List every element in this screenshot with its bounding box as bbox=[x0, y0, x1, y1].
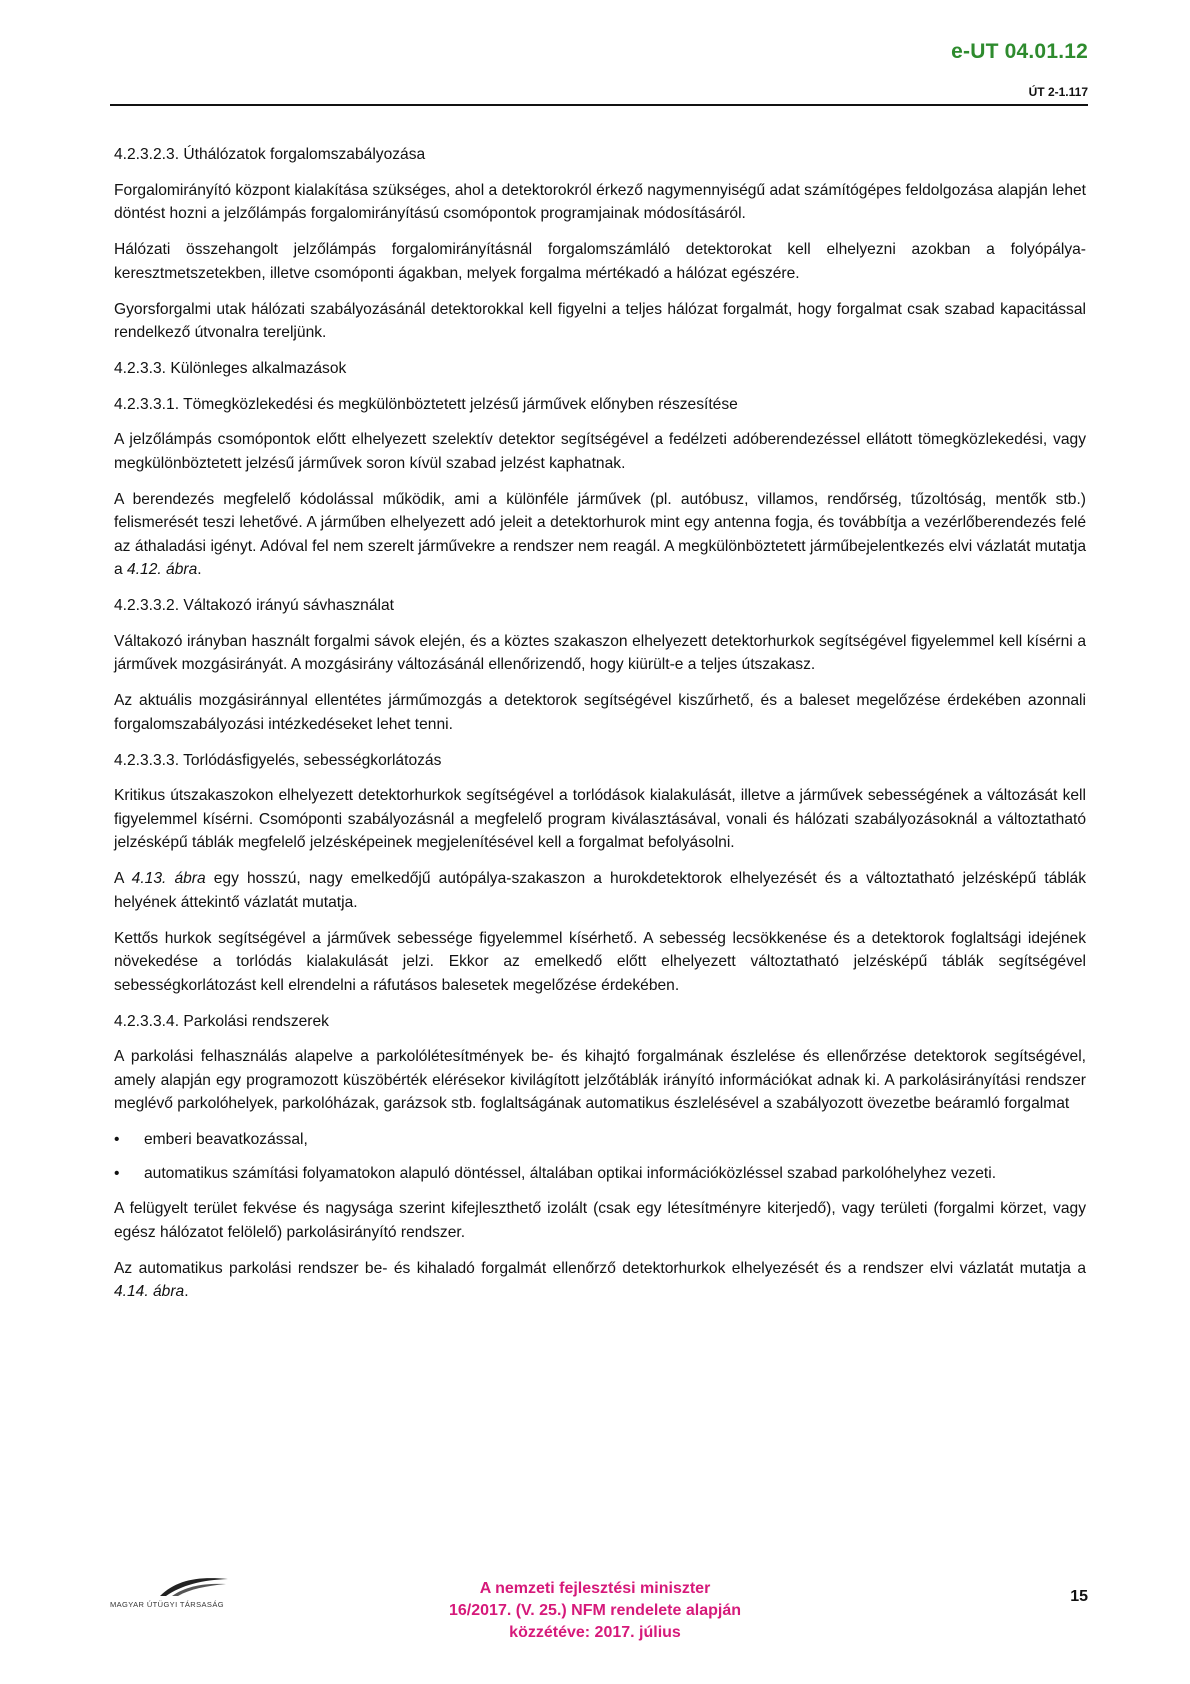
publication-note bbox=[395, 1578, 795, 1644]
page-number: 15 bbox=[1070, 1588, 1088, 1605]
logo-swoosh-icon bbox=[158, 1576, 230, 1598]
paragraph-text: . bbox=[184, 1283, 189, 1300]
figure-reference: 4.13. ábra bbox=[131, 870, 206, 887]
figure-reference: 4.14. ábra bbox=[114, 1283, 185, 1300]
publication-note-line: közzétéve: 2017. július bbox=[509, 1624, 681, 1641]
paragraph-text: Váltakozó irányban használt forgalmi sávok elején, és a köztes szakaszon elhelyezett detektorhurkok segítségével figyelemmel kell kísérni a járművek mozgásirányát. A mozgásirány változásánál ellenőrizendő, hogy kiürült-e a teljes útszakasz. bbox=[114, 632, 1086, 673]
publication-note-line: A nemzeti fejlesztési miniszter bbox=[479, 1580, 711, 1597]
list-item bbox=[114, 1162, 1086, 1186]
paragraph-text: egy hosszú, nagy emelkedőjű autópálya-szakaszon a hurokdetektorok elhelyezését és a változtatható jelzésképű táblák helyének áttekintő vázlatát mutatja. bbox=[114, 870, 1086, 911]
list-item-text: automatikus számítási folyamatokon alapuló döntéssel, általában optikai információközléssel szabad parkolóhelyhez vezeti. bbox=[144, 1164, 997, 1182]
bullet-list bbox=[114, 1128, 1086, 1185]
paragraph-text: Kritikus útszakaszokon elhelyezett detektorhurkok segítségével a torlódások kialakulását, illetve a járművek sebességének a változását kell figyelemmel kísérni. Csomóponti szabályozásnál a megfelelő program kiválasztásával, vonali és hálózati szabályozásoknál a változtatható jelzésképű táblák megfelelő jelzésképeinek megjelenítésével kell a forgalmat befolyásolni. bbox=[114, 787, 1086, 851]
list-item-text: emberi beavatkozással, bbox=[144, 1131, 308, 1148]
paragraph-text: Kettős hurkok segítségével a járművek sebessége figyelemmel kísérhető. A sebesség lecsökkenése és a detektorok foglaltsági idejének növekedése a torlódás kialakulását jelzi. Ekkor az emelkedő előtt elhelyezett változtatható jelzésképű táblák segítségével sebességkorlátozást kell elrendelni a ráfutásos balesetek megelőzése érdekében. bbox=[114, 929, 1086, 994]
paragraph-text: A parkolási felhasználás alapelve a parkolólétesítmények be- és kihajtó forgalmának észlelése és ellenőrzése detektorok segítségével, amely alapján egy programozott küszöbérték elérésekor kivilágított jelzőtáblák irányító információkat adnak ki. A parkolásirányítási rendszer meglévő parkolóhelyek, parkolóházak, garázsok stb. foglaltságának automatikus észlelésével a szabályozott övezetbe beáramló forgalmat bbox=[114, 1048, 1086, 1112]
paragraph-text: A felügyelt terület fekvése és nagysága szerint kifejleszthető izolált (csak egy létesítményre kiterjedő), vagy területi (forgalmi körzet, vagy egész hálózatot felölelő) parkolásirányító rendszer. bbox=[114, 1200, 1086, 1241]
paragraph bbox=[114, 689, 1086, 736]
paragraph bbox=[114, 488, 1086, 582]
paragraph-text: A bbox=[114, 870, 132, 887]
paragraph bbox=[114, 630, 1086, 677]
section-heading: 4.2.3.3.2. Váltakozó irányú sávhasználat bbox=[114, 597, 394, 614]
paragraph-text: Az automatikus parkolási rendszer be- és kihaladó forgalmát ellenőrző detektorhurkok elhelyezését és a rendszer elvi vázlatát mutatja a bbox=[114, 1259, 1086, 1277]
paragraph bbox=[114, 179, 1086, 226]
bullet-icon: • bbox=[114, 1131, 120, 1148]
figure-reference: 4.12. ábra bbox=[127, 561, 198, 578]
paragraph bbox=[114, 927, 1086, 998]
section-heading: 4.2.3.3.3. Torlódásfigyelés, sebességkorlátozás bbox=[114, 751, 442, 769]
section-heading: 4.2.3.3.1. Tömegközlekedési és megkülönböztetett jelzésű járművek előnyben részesítése bbox=[114, 395, 738, 413]
logo-text: MAGYAR ÚTÜGYI TÁRSASÁG bbox=[110, 1600, 224, 1609]
section-heading: 4.2.3.2.3. Úthálózatok forgalomszabályozása bbox=[114, 146, 426, 163]
paragraph-text: A jelzőlámpás csomópontok előtt elhelyezett szelektív detektor segítségével a fedélzeti adóberendezéssel ellátott tömegközlekedési, vagy megkülönböztetett jelzésű járművek soron kívül szabad jelzést kaphatnak. bbox=[114, 431, 1086, 472]
paragraph bbox=[114, 867, 1086, 914]
paragraph-text: Hálózati összehangolt jelzőlámpás forgalomirányításnál forgalomszámláló detektorokat kell elhelyezni azokban a folyópálya-keresztmetszetekben, illetve csomóponti ágakban, melyek forgalma mértékadó a hálózat egészére. bbox=[114, 241, 1086, 282]
paragraph-text: . bbox=[197, 561, 202, 578]
standard-code: e-UT 04.01.12 bbox=[951, 40, 1088, 63]
paragraph bbox=[114, 298, 1086, 345]
paragraph bbox=[114, 784, 1086, 855]
body-content bbox=[114, 143, 1086, 1316]
paragraph bbox=[114, 1257, 1086, 1304]
paragraph bbox=[114, 428, 1086, 475]
bullet-icon: • bbox=[114, 1164, 120, 1182]
list-item bbox=[114, 1128, 1086, 1152]
paragraph-text: Forgalomirányító központ kialakítása szükséges, ahol a detektorokról érkező nagymennyiségű adat számítógépes feldolgozása alapján lehet döntést hozni a jelzőlámpás forgalomirányítású csomópontok programjainak módosításáról. bbox=[114, 181, 1086, 222]
paragraph bbox=[114, 238, 1086, 285]
paragraph bbox=[114, 1045, 1086, 1116]
section-heading: 4.2.3.3. Különleges alkalmazások bbox=[114, 360, 347, 377]
paragraph-text: A berendezés megfelelő kódolással működik, ami a különféle járművek (pl. autóbusz, villamos, rendőrség, tűzoltóság, mentők stb.) felismerését teszi lehetővé. A járműben elhelyezett adó jeleit a detektorhurok mint egy antenna fogja, és továbbítja a vezérlőberendezés felé az áthaladási igényt. Adóval fel nem szerelt járművekre a rendszer nem reagál. A megkülönböztetett járműbejelentkezés elvi vázlatát mutatja a bbox=[114, 490, 1086, 578]
paragraph-text: Gyorsforgalmi utak hálózati szabályozásánál detektorokkal kell figyelni a teljes hálózat forgalmát, hogy forgalmat csak szabad kapacitással rendelkező útvonalra tereljünk. bbox=[114, 300, 1086, 341]
paragraph-text: Az aktuális mozgásiránnyal ellentétes járműmozgás a detektorok segítségével kiszűrhető, és a baleset megelőzése érdekében azonnali forgalomszabályozási intézkedéseket lehet tenni. bbox=[114, 692, 1086, 733]
publication-note-line: 16/2017. (V. 25.) NFM rendelete alapján bbox=[449, 1602, 741, 1619]
header-divider bbox=[110, 104, 1088, 106]
standard-subcode: ÚT 2-1.117 bbox=[1028, 85, 1088, 99]
paragraph bbox=[114, 1197, 1086, 1244]
section-heading: 4.2.3.3.4. Parkolási rendszerek bbox=[114, 1012, 329, 1030]
society-logo bbox=[110, 1576, 270, 1616]
